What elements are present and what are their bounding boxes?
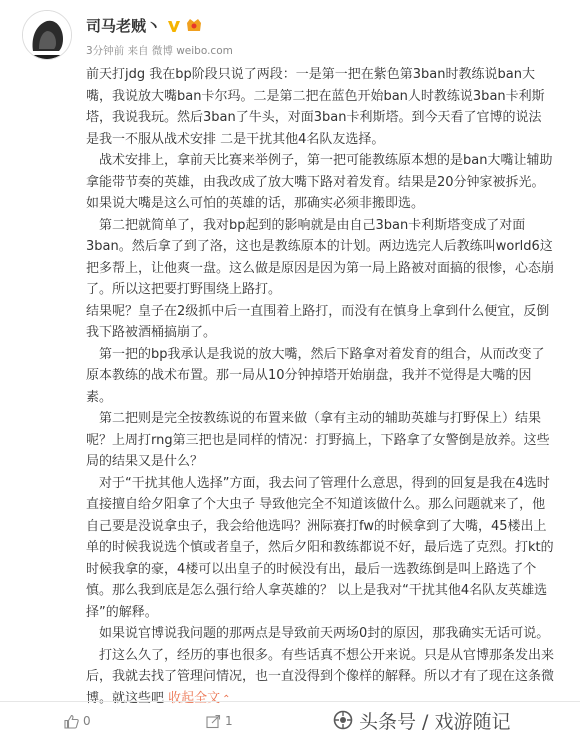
yellow-v-icon[interactable] [167, 18, 181, 32]
post-paragraph: 对于“干扰其他人选择”方面，我去问了管理什么意思，得到的回复是我在4选时直接擅自给夕阳拿了个大虫子 导致他完全不知道该做什么。那么问题就来了，他自己要是没说拿虫子，我会给他选吗？洲际赛打fw的时候拿到了大嘴，45楼出上单的时候我说选个慎或者皇子，然后夕阳和教练都说不好，最后选了克烈。打kt的时候我拿的豪，4楼可以出皇子的时候没有出，最后一选教练倒是叫上路选了个慎。那么我到底是怎么强行给人拿英雄的？ 以上是我对“干扰其他4名队友英雄选择”的解释。 [86, 475, 554, 620]
forward-count: 1 [225, 714, 233, 728]
post-paragraph: 如果说官博说我问题的那两点是导致前天两场0封的原因，那我确实无话可说。 [99, 626, 550, 641]
post-paragraph: 第一把的bp我承认是我说的放大嘴，然后下路拿对着发育的组合，从而改变了原本教练的战术布置。那一局从10分钟掉塔开始崩盘，我并不觉得是大嘴的因素。 [86, 346, 545, 405]
avatar[interactable] [22, 10, 72, 60]
from-prefix: 来自 [127, 45, 149, 57]
toutiao-logo-icon [333, 710, 353, 730]
post-paragraph: 战术安排上，拿前天比赛来举例子，第一把可能教练原本想的是ban大嘴让辅助拿能带节奏的英雄，由我改成了放大嘴下路对着发育。结果是20分钟家被拆光。如果说大嘴是这么可怕的英雄的话，那确实必须非搬即选。 [86, 153, 553, 211]
post-header [0, 0, 580, 64]
like-button[interactable] [64, 714, 91, 729]
name-row [86, 14, 203, 36]
forward-button[interactable] [206, 714, 233, 729]
collapse-link[interactable]: 收起全文 [168, 690, 221, 706]
post-source[interactable]: 微博 weibo.com [151, 45, 233, 57]
weibo-member-icon[interactable] [185, 17, 203, 33]
post-content [86, 64, 554, 710]
post-paragraph: 结果呢？皇子在2级抓中后一直围着上路打，而没有在慎身上拿到什么便宜，反倒我下路被酒桶搞崩了。 [86, 303, 550, 340]
watermark [333, 704, 510, 736]
like-count: 0 [83, 714, 91, 728]
post-time[interactable]: 3分钟前 [86, 45, 125, 57]
post-paragraph-text: 打这么久了，经历的事也很多。有些话真不想公开来说。只是从官博那条发出来后，我就去找了管理问情况，也一直没得到个像样的解释。所以才有了现在这条微博。就这些吧 [86, 647, 555, 706]
chevron-up-icon[interactable]: ⌃ [222, 693, 231, 705]
post-paragraph: 第二把就简单了，我对bp起到的影响就是由自己3ban卡利斯塔变成了对面3ban。然后拿了到了洛，这也是教练原本的计划。两边选完人后教练叫world6这把多帮上，让他爽一盘。这么做是原因是因为第一局上路被对面搞的很惨，心态崩了。所以这把要打野围绕上路打。 [86, 217, 555, 297]
avatar-image [23, 11, 71, 59]
post-paragraph: 第二把则是完全按教练说的布置来做（拿有主动的辅助英雄与打野保上）结果呢？上周打rng第三把也是同样的情况：打野搞上，下路拿了女警倒是放养。这些局的结果又是什么？ [86, 411, 550, 469]
post-meta [86, 43, 233, 58]
username[interactable]: 司马老贼丶 [86, 16, 162, 35]
post-paragraph: 前天打jdg 我在bp阶段只说了两段：一是第一把在紫色第3ban时教练说ban大嘴，我说放大嘴ban卡尔玛。二是第二把在蓝色开始ban人时教练说3ban卡利斯塔，我说我玩。然后3ban了牛头，对面3ban卡利斯塔。到今天看了官博的说法是我一不服从战术安排 二是干扰其他4名队友选择。 [86, 67, 545, 147]
watermark-text: 头条号 / 戏游随记 [359, 710, 511, 733]
thumbs-up-icon [64, 714, 79, 729]
forward-icon [206, 714, 221, 729]
